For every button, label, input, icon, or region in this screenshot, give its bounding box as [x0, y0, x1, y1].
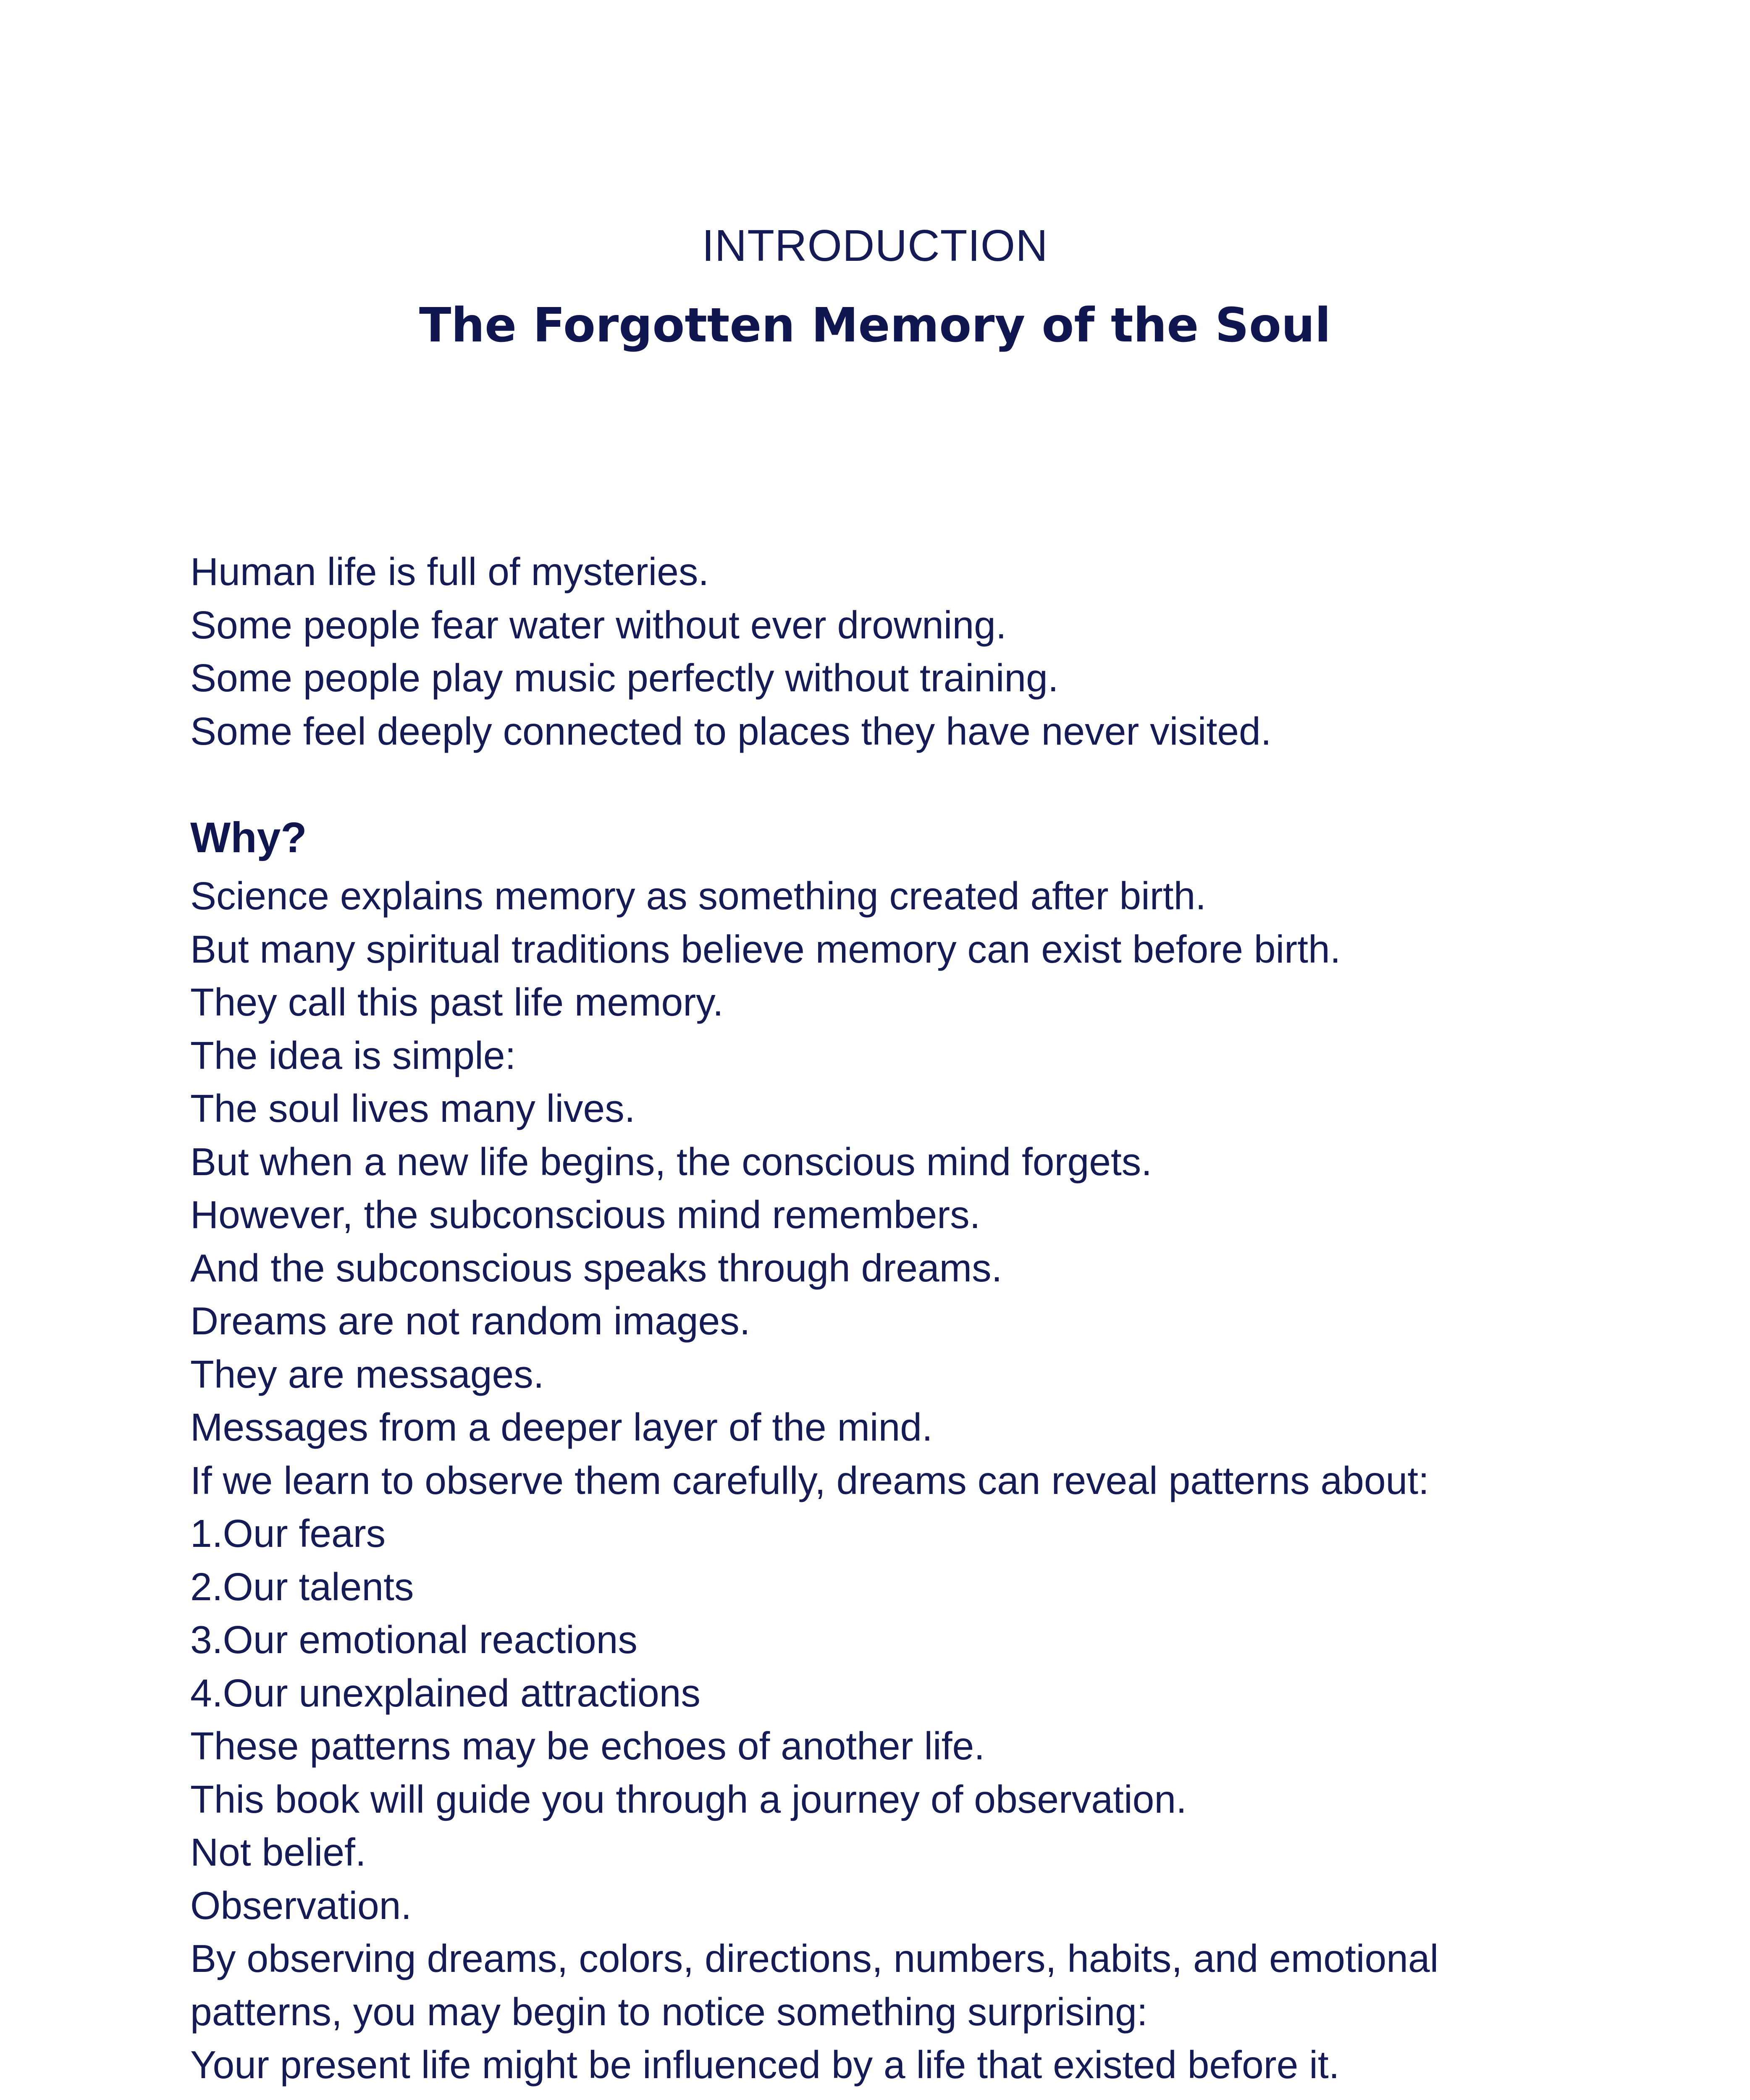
intro-line: Human life is full of mysteries.	[190, 550, 709, 593]
body-line: But many spiritual traditions believe memory can exist before birth.	[190, 927, 1341, 971]
body-line: They are messages.	[190, 1352, 544, 1396]
intro-paragraph	[190, 545, 1597, 758]
list-item: 1.Our fears	[190, 1512, 386, 1555]
body-line: And the subconscious speaks through dreams.	[190, 1246, 1002, 1290]
section-heading-why: Why?	[190, 814, 307, 861]
body-line: Not belief.	[190, 1830, 366, 1874]
body-line: Science explains memory as something created after birth.	[190, 874, 1207, 918]
list-item: 3.Our emotional reactions	[190, 1618, 638, 1662]
body-line: If we learn to observe them carefully, dreams can reveal patterns about:	[190, 1458, 1429, 1502]
list-item: 4.Our unexplained attractions	[190, 1671, 701, 1715]
body-line: They call this past life memory.	[190, 980, 724, 1024]
body-line: These patterns may be echoes of another life.	[190, 1724, 985, 1768]
intro-line: Some people play music perfectly without training.	[190, 656, 1059, 700]
body-line: Observation.	[190, 1883, 412, 1927]
chapter-label: INTRODUCTION	[702, 221, 1048, 270]
body-line: By observing dreams, colors, directions, numbers, habits, and emotional	[190, 1937, 1439, 1980]
body-line: But when a new life begins, the conscious mind forgets.	[190, 1139, 1152, 1184]
list-item: 2.Our talents	[190, 1564, 414, 1609]
body-line: However, the subconscious mind remembers.	[190, 1193, 981, 1236]
body-line: This book will guide you through a journey of observation.	[190, 1777, 1187, 1821]
body-line: patterns, you may begin to notice something surprising:	[190, 1990, 1148, 2034]
body-line: Your present life might be influenced by a life that existed before it.	[190, 2043, 1340, 2087]
body-line: The idea is simple:	[190, 1033, 516, 1077]
body-line: The soul lives many lives.	[190, 1087, 635, 1130]
body-line: Dreams are not random images.	[190, 1299, 750, 1343]
chapter-title: The Forgotten Memory of the Soul	[419, 298, 1331, 353]
intro-line: Some feel deeply connected to places they have never visited.	[190, 709, 1272, 753]
body-line: Messages from a deeper layer of the mind.	[190, 1405, 933, 1449]
intro-line: Some people fear water without ever drowning.	[190, 603, 1007, 647]
main-paragraph	[190, 869, 1597, 2092]
